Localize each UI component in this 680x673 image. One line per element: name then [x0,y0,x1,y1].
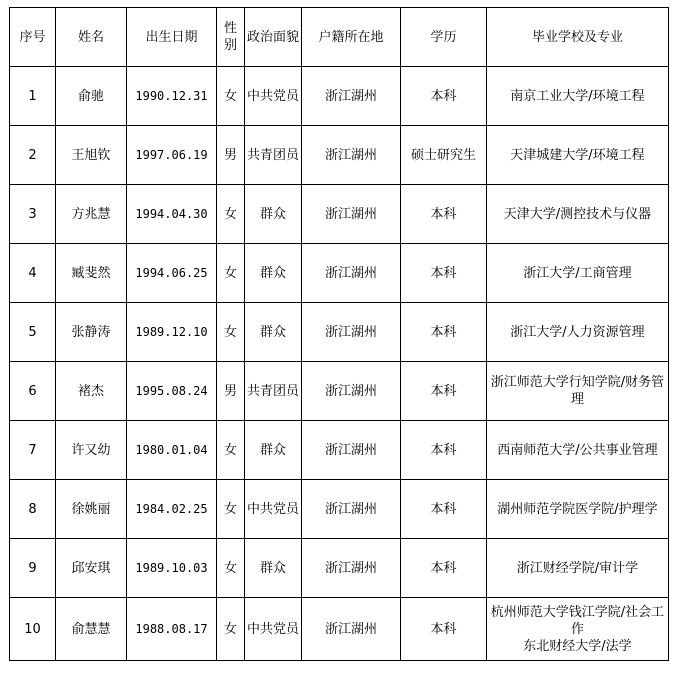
cell-school [487,598,669,661]
cell-education: 本科 [401,362,487,421]
cell-education: 本科 [401,539,487,598]
table-row [10,421,669,480]
cell-party: 群众 [245,303,302,362]
cell-party: 共青团员 [245,126,302,185]
cell-sex: 女 [217,244,245,303]
cell-name: 臧斐然 [56,244,127,303]
header-row [10,8,669,67]
header-sex: 性别 [217,8,245,67]
cell-sex: 女 [217,539,245,598]
cell-education: 本科 [401,303,487,362]
cell-no: 6 [10,362,56,421]
table-row [10,539,669,598]
cell-birth: 1989.10.03 [127,539,217,598]
cell-name: 王旭钦 [56,126,127,185]
cell-school-line-1: 杭州师范大学钱江学院/社会工作 [490,604,665,637]
cell-origin: 浙江湖州 [302,303,401,362]
cell-party: 共青团员 [245,362,302,421]
cell-origin: 浙江湖州 [302,126,401,185]
cell-sex: 女 [217,598,245,661]
table-row [10,126,669,185]
cell-school-line-2: 东北财经大学/法学 [523,638,632,654]
cell-no: 7 [10,421,56,480]
cell-sex: 男 [217,362,245,421]
cell-school: 南京工业大学/环境工程 [487,67,669,126]
cell-party: 群众 [245,421,302,480]
table-row [10,185,669,244]
cell-origin: 浙江湖州 [302,185,401,244]
cell-birth: 1989.12.10 [127,303,217,362]
cell-education: 本科 [401,185,487,244]
cell-origin: 浙江湖州 [302,539,401,598]
header-school: 毕业学校及专业 [487,8,669,67]
cell-birth: 1994.06.25 [127,244,217,303]
cell-school: 西南师范大学/公共事业管理 [487,421,669,480]
cell-education: 本科 [401,67,487,126]
cell-no: 5 [10,303,56,362]
cell-party: 群众 [245,185,302,244]
cell-origin: 浙江湖州 [302,421,401,480]
header-education: 学历 [401,8,487,67]
cell-origin: 浙江湖州 [302,244,401,303]
header-party: 政治面貌 [245,8,302,67]
cell-school: 浙江大学/人力资源管理 [487,303,669,362]
cell-birth: 1984.02.25 [127,480,217,539]
cell-school: 湖州师范学院医学院/护理学 [487,480,669,539]
cell-sex: 女 [217,480,245,539]
cell-party: 群众 [245,244,302,303]
cell-birth: 1995.08.24 [127,362,217,421]
header-no: 序号 [10,8,56,67]
cell-name: 方兆慧 [56,185,127,244]
cell-birth: 1990.12.31 [127,67,217,126]
cell-education: 本科 [401,421,487,480]
cell-school: 浙江大学/工商管理 [487,244,669,303]
cell-origin: 浙江湖州 [302,598,401,661]
cell-sex: 女 [217,67,245,126]
cell-no: 10 [10,598,56,661]
table-row [10,244,669,303]
cell-education: 本科 [401,598,487,661]
cell-name: 俞驰 [56,67,127,126]
cell-school: 浙江师范大学行知学院/财务管理 [487,362,669,421]
cell-school: 天津大学/测控技术与仪器 [487,185,669,244]
cell-school: 天津城建大学/环境工程 [487,126,669,185]
cell-no: 9 [10,539,56,598]
cell-sex: 女 [217,185,245,244]
cell-origin: 浙江湖州 [302,67,401,126]
cell-birth: 1980.01.04 [127,421,217,480]
cell-birth: 1997.06.19 [127,126,217,185]
cell-school: 浙江财经学院/审计学 [487,539,669,598]
cell-education: 本科 [401,244,487,303]
cell-name: 俞慧慧 [56,598,127,661]
cell-education: 硕士研究生 [401,126,487,185]
cell-education: 本科 [401,480,487,539]
cell-no: 2 [10,126,56,185]
cell-name: 许又幼 [56,421,127,480]
cell-birth: 1994.04.30 [127,185,217,244]
cell-sex: 男 [217,126,245,185]
cell-birth: 1988.08.17 [127,598,217,661]
cell-sex: 女 [217,421,245,480]
cell-party: 群众 [245,539,302,598]
cell-name: 褚杰 [56,362,127,421]
table-row [10,303,669,362]
table-row [10,67,669,126]
cell-no: 3 [10,185,56,244]
header-name: 姓名 [56,8,127,67]
header-origin: 户籍所在地 [302,8,401,67]
table-row [10,598,669,661]
header-birth: 出生日期 [127,8,217,67]
cell-name: 徐姚丽 [56,480,127,539]
cell-origin: 浙江湖州 [302,362,401,421]
table-row [10,362,669,421]
cell-name: 邱安琪 [56,539,127,598]
cell-name: 张静涛 [56,303,127,362]
cell-party: 中共党员 [245,67,302,126]
cell-no: 1 [10,67,56,126]
cell-sex: 女 [217,303,245,362]
cell-origin: 浙江湖州 [302,480,401,539]
cell-no: 8 [10,480,56,539]
cell-no: 4 [10,244,56,303]
cell-party: 中共党员 [245,480,302,539]
cell-party: 中共党员 [245,598,302,661]
personnel-table [9,7,669,661]
table-row [10,480,669,539]
